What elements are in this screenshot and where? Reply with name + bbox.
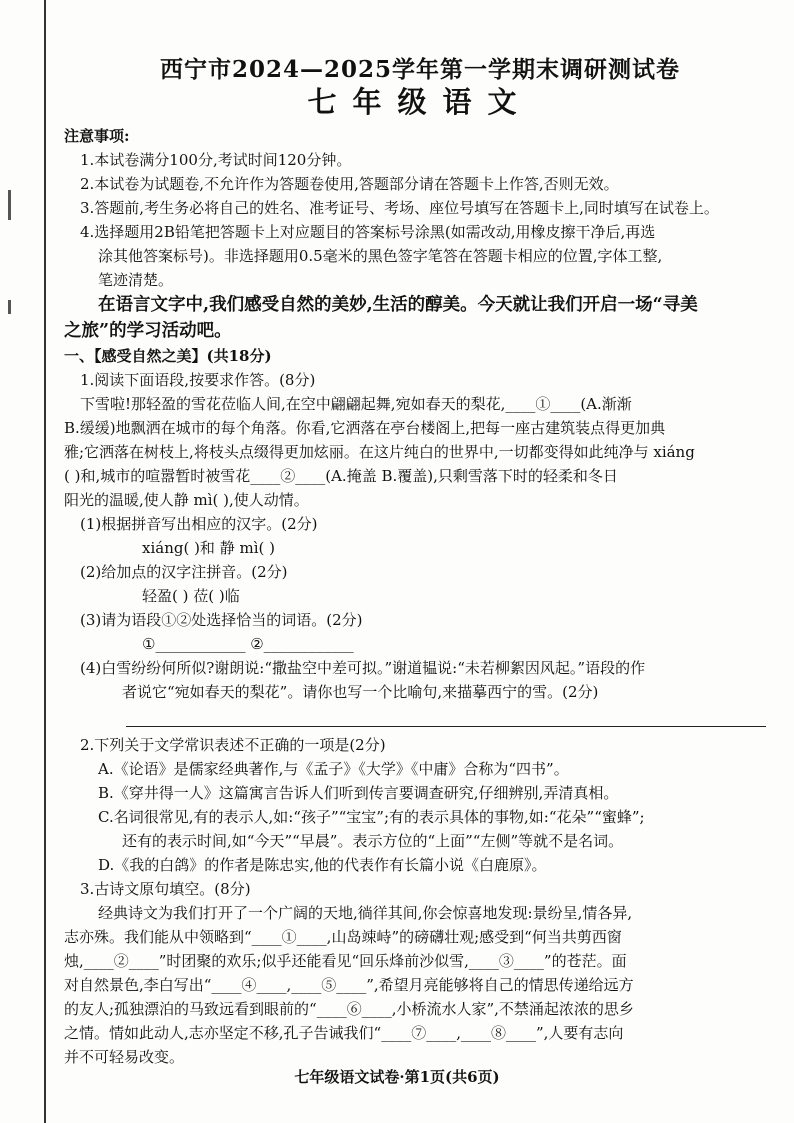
note-item: 1.本试卷满分100分,考试时间120分钟。 <box>80 151 352 169</box>
subquestion-answer: 轻盈( ) 莅( )临 <box>142 587 240 605</box>
note-item: 3.答题前,考生务必将自己的姓名、准考证号、考场、座位号填写在答题卡上,同时填写在试卷上。 <box>80 199 719 217</box>
subquestion: (3)请为语段①②处选择恰当的词语。(2分) <box>80 611 363 629</box>
note-item: 涂其他答案标号)。非选择题用0.5毫米的黑色签字笔答在答题卡相应的位置,字体工整, <box>98 247 663 265</box>
question-stem: 1.阅读下面语段,按要求作答。(8分) <box>80 371 316 389</box>
passage-line: 之情。情如此动人,志亦坚定不移,孔子告诫我们“____⑦____,____⑧____”,人要有志向 <box>64 1024 624 1042</box>
exam-title: 西宁市2024—2025学年第一学期末调研测试卷 <box>159 56 681 83</box>
note-item: 4.选择题用2B铅笔把答题卡上对应题目的答案标号涂黑(如需改动,用橡皮擦干净后,再选 <box>80 223 656 241</box>
passage-line: 并不可轻易改变。 <box>64 1048 185 1066</box>
exam-content <box>64 56 776 1069</box>
note-item: 2.本试卷为试题卷,不允许作为答题卷使用,答题部分请在答题卡上作答,否则无效。 <box>80 175 619 193</box>
passage-line: 经典诗文为我们打开了一个广阔的天地,徜徉其间,你会惊喜地发现:景纷呈,情各异, <box>98 904 633 922</box>
passage-line: B.缓缓)地飘洒在城市的每个角落。你看,它洒落在亭台楼阁上,把每一座古建筑装点得更加典 <box>64 419 666 437</box>
exam-subject: 七年级语文 <box>307 85 533 119</box>
notes-block <box>64 124 776 292</box>
notes-heading: 注意事项: <box>64 127 130 145</box>
option-c: C.名词很常见,有的表示人,如:“孩子”“宝宝”;有的表示具体的事物,如:“花朵”“蜜蜂”; <box>98 808 645 826</box>
passage-line: ( )和,城市的喧嚣暂时被雪花____②____(A.掩盖 B.覆盖),只剩雪落下时的轻柔和冬日 <box>64 467 618 485</box>
subquestion-answer: ①____________ ②____________ <box>142 635 354 653</box>
intro-block <box>64 292 776 344</box>
subquestion-answer: xiáng( )和 静 mì( ) <box>142 539 275 557</box>
binding-mark <box>8 190 11 220</box>
section-one <box>64 344 776 1069</box>
subquestion: (2)给加点的汉字注拼音。(2分) <box>80 563 288 581</box>
option-b: B.《穿井得一人》这篇寓言告诉人们听到传言要调查研究,仔细辨别,弄清真相。 <box>98 784 619 802</box>
note-item: 笔迹清楚。 <box>98 271 174 289</box>
intro-line: 在语言文字中,我们感受自然的美妙,生活的醇美。今天就让我们开启一场“寻美 <box>98 295 698 315</box>
subquestion: 者说它“宛如春天的梨花”。请你也写一个比喻句,来描摹西宁的雪。(2分) <box>122 683 599 701</box>
subquestion: (4)白雪纷纷何所似?谢朗说:“撒盐空中差可拟。”谢道韫说:“未若柳絮因风起。”语段的作 <box>80 659 646 677</box>
subquestion: (1)根据拼音写出相应的汉字。(2分) <box>80 515 318 533</box>
binding-line <box>44 0 46 1123</box>
question-stem: 3.古诗文原句填空。(8分) <box>80 880 251 898</box>
option-a: A.《论语》是儒家经典著作,与《孟子》《大学》《中庸》合称为“四书”。 <box>98 760 569 778</box>
passage-line: 烛,____②____”时团聚的欢乐;似乎还能看见“回乐烽前沙似雪,____③____”的苍茫。面 <box>64 952 627 970</box>
passage-line: 对自然景色,李白写出“____④____,____⑤____”,希望月亮能够将自己的情思传递给远方 <box>64 976 634 994</box>
passage-line: 下雪啦!那轻盈的雪花莅临人间,在空中翩翩起舞,宛如春天的梨花,____①____(A.渐渐 <box>80 395 632 413</box>
passage-line: 雅;它洒落在树枝上,将枝头点缀得更加炫丽。在这片纯白的世界中,一切都变得如此纯净与 xiáng <box>64 443 695 461</box>
intro-line: 之旅”的学习活动吧。 <box>64 321 232 341</box>
option-c-cont: 还有的表示时间,如“今天”“早晨”。表示方位的“上面”“左侧”等就不是名词。 <box>122 832 624 850</box>
passage-line: 志亦殊。我们能从中领略到“____①____,山岛竦峙”的磅礴壮观;感受到“何当共剪西窗 <box>64 928 622 946</box>
passage-line: 阳光的温暖,使人静 mì( ),使人动情。 <box>64 491 309 509</box>
page-footer: 七年级语文试卷·第1页(共6页) <box>294 1068 500 1086</box>
passage-line: 的友人;孤独漂泊的马致远看到眼前的“____⑥____,小桥流水人家”,不禁涌起浓浓的思乡 <box>64 1000 634 1018</box>
section-heading: 一、【感受自然之美】(共18分) <box>64 347 272 365</box>
answer-blank-line <box>126 704 766 727</box>
binding-mark <box>8 300 11 314</box>
question-stem: 2.下列关于文学常识表述不正确的一项是(2分) <box>80 736 386 754</box>
option-d: D.《我的白鸽》的作者是陈忠实,他的代表作有长篇小说《白鹿原》。 <box>98 856 547 874</box>
